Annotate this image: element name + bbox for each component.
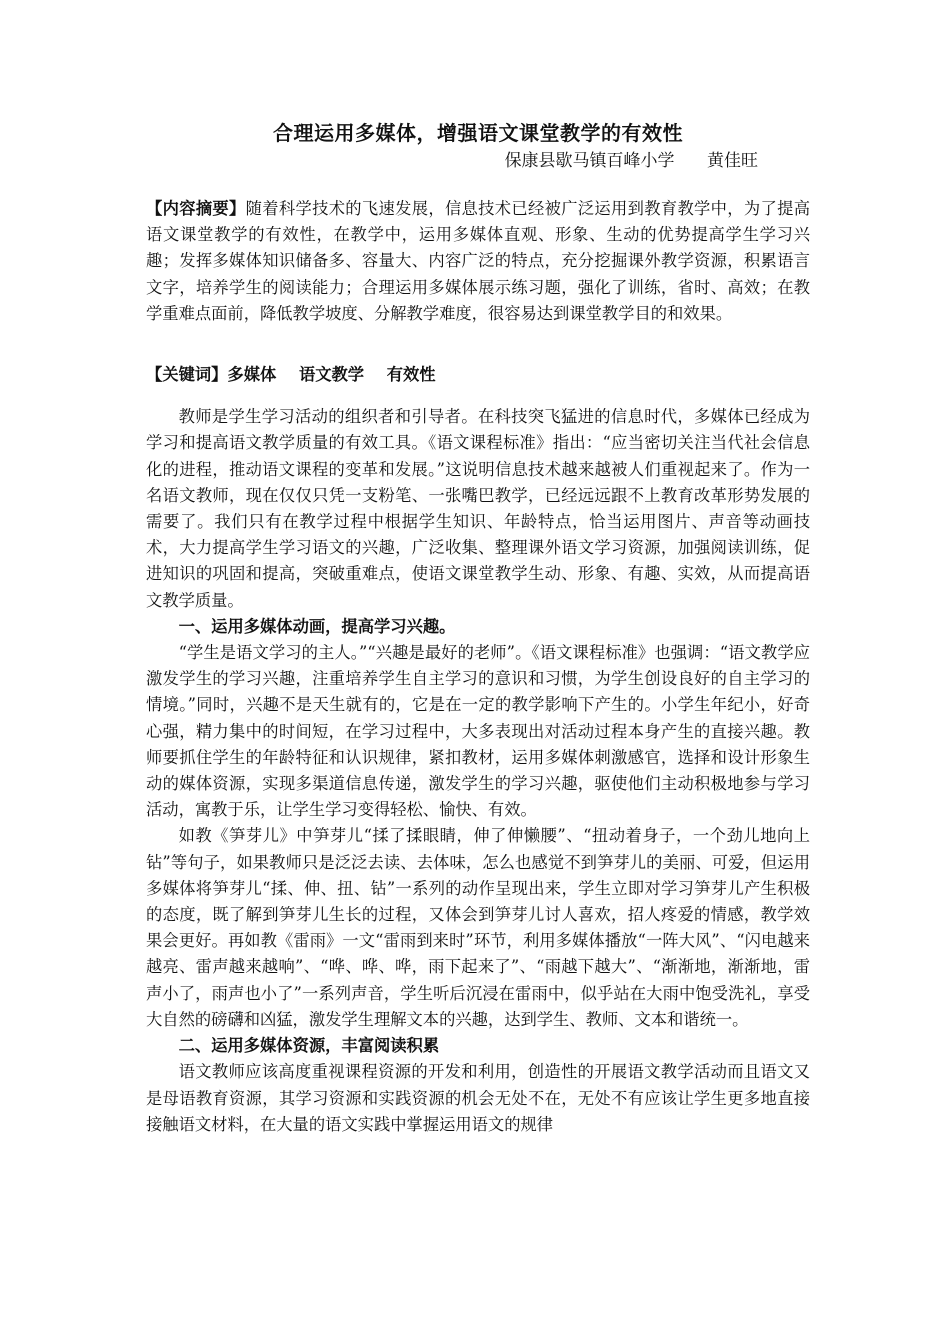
abstract-label: 【内容摘要】 [146, 199, 246, 218]
keywords-text: 多媒体 语文教学 有效性 [227, 365, 436, 385]
keywords [146, 362, 810, 388]
document-page [146, 118, 810, 1138]
body-paragraph: 语文教师应该高度重视课程资源的开发和利用，创造性的开展语文教学活动而且语文又是母语教育资源，其学习资源和实践资源的机会无处不在，无处不有应该让学生更多地直接接触语文材料，在大量的语文实践中掌握运用语文的规律 [146, 1062, 810, 1134]
section-heading: 一、运用多媒体动画，提高学习兴趣。 [178, 616, 456, 636]
body-paragraph: 教师是学生学习活动的组织者和引导者。在科技突飞猛进的信息时代，多媒体已经成为学习和提高语文教学质量的有效工具。《语文课程标准》指出：“应当密切关注当代社会信息化的进程，推动语文课程的变革和发展。”这说明信息技术越来越被人们重视起来了。作为一名语文教师，现在仅仅只凭一支粉笔、一张嘴巴教学，已经远远跟不上教育改革形势发展的需要了。我们只有在教学过程中根据学生知识、年龄特点，恰当运用图片、声音等动画技术，大力提高学生学习语文的兴趣，广泛收集、整理课外语文学习资源，加强阅读训练，促进知识的巩固和提高，突破重难点，使语文课堂教学生动、形象、有趣、实效，从而提高语文教学质量。 [146, 407, 810, 610]
keywords-label: 【关键词】 [146, 365, 228, 385]
section-heading: 二、运用多媒体资源，丰富阅读积累 [178, 1036, 440, 1056]
document-title: 合理运用多媒体，增强语文课堂教学的有效性 [273, 121, 683, 145]
abstract-text: 随着科学技术的飞速发展，信息技术已经被广泛运用到教育教学中，为了提高语文课堂教学的有效性，在教学中，运用多媒体直观、形象、生动的优势提高学生学习兴趣；发挥多媒体知识储备多、容量大、内容广泛的特点，充分挖掘课外教学资源，积累语言文字，培养学生的阅读能力；合理运用多媒体展示练习题，强化了训练，省时、高效；在教学重难点面前，降低教学坡度、分解教学难度，很容易达到课堂教学目的和效果。 [146, 199, 810, 323]
author-line: 保康县歇马镇百峰小学 黄佳旺 [504, 151, 758, 171]
abstract [146, 196, 810, 327]
body-paragraph: “学生是语文学习的主人。”“兴趣是最好的老师”。《语文课程标准》也强调：“语文教学应激发学生的学习兴趣，注重培养学生自主学习的意识和习惯，为学生创设良好的自主学习的情境。”同时，兴趣不是天生就有的，它是在一定的教学影响下产生的。小学生年纪小，好奇心强，精力集中的时间短，在学习过程中，大多表现出对活动过程本身产生的直接兴趣。教师要抓住学生的年龄特征和认识规律，紧扣教材，运用多媒体刺激感官，选择和设计形象生动的媒体资源，实现多渠道信息传递，激发学生的学习兴趣，驱使他们主动积极地参与学习活动，寓教于乐，让学生学习变得轻松、愉快、有效。 [146, 643, 810, 820]
body-paragraph: 如教《笋芽儿》中笋芽儿“揉了揉眼睛，伸了伸懒腰”、“扭动着身子，一个劲儿地向上钻”等句子，如果教师只是泛泛去读、去体味，怎么也感觉不到笋芽儿的美丽、可爱，但运用多媒体将笋芽儿“揉、伸、扭、钻”一系列的动作呈现出来，学生立即对学习笋芽儿产生积极的态度，既了解到笋芽儿生长的过程，又体会到笋芽儿讨人喜欢，招人疼爱的情感，教学效果会更好。再如教《雷雨》一文“雷雨到来时”环节，利用多媒体播放“一阵大风”、“闪电越来越亮、雷声越来越响”、“哗、哗、哗，雨下起来了”、“雨越下越大”、“渐渐地，渐渐地，雷声小了，雨声也小了”一系列声音，学生听后沉浸在雷雨中，似乎站在大雨中饱受洗礼，享受大自然的磅礴和凶猛，激发学生理解文本的兴趣，达到学生、教师、文本和谐统一。 [146, 826, 810, 1029]
